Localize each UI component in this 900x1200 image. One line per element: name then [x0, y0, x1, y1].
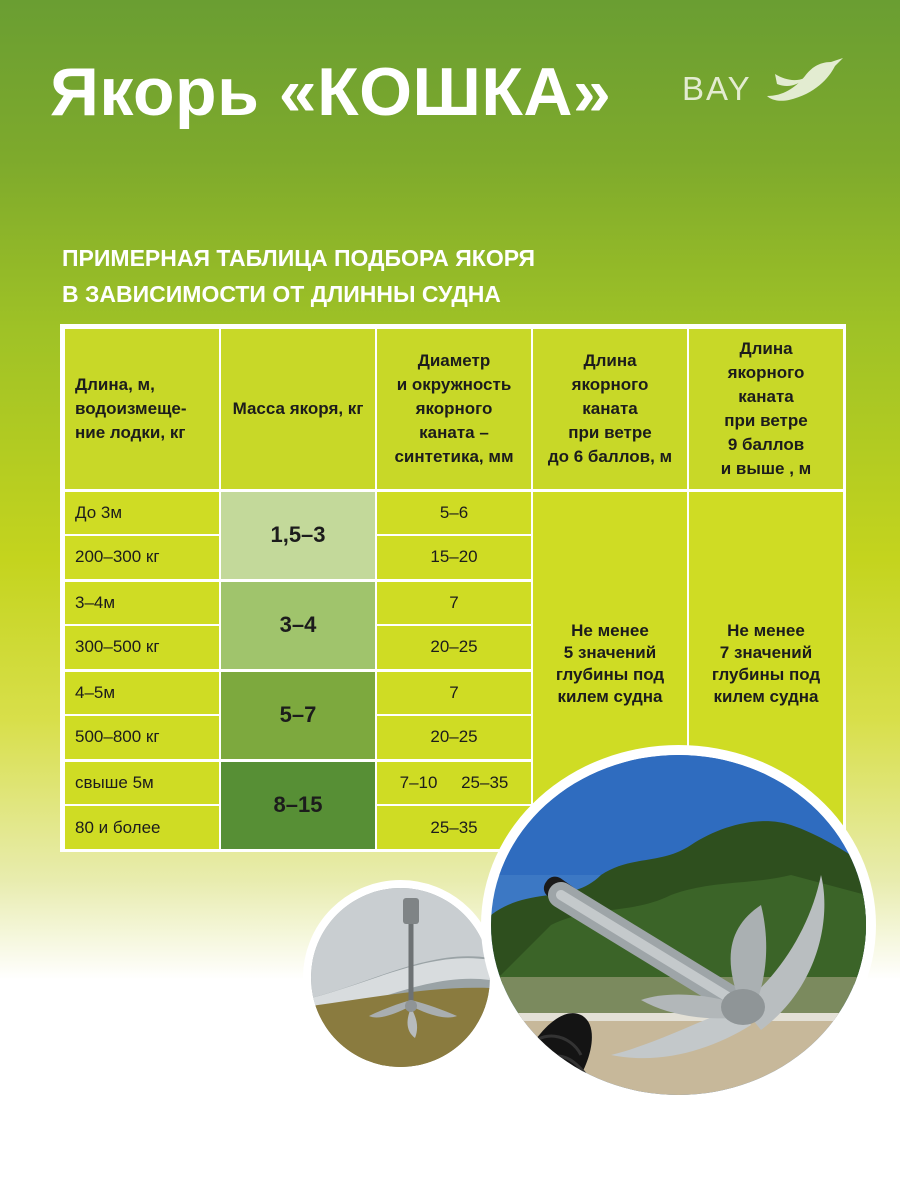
- rope-circumference: 25–35: [376, 805, 532, 850]
- anchor-over-water-photo: [303, 880, 498, 1075]
- boat-displacement: 200–300 кг: [64, 535, 220, 580]
- rope-diameter: 7: [376, 670, 532, 715]
- rope-diameter: 5–6: [376, 490, 532, 535]
- anchor-mass: 1,5–3: [220, 490, 376, 580]
- brand-logo: [680, 56, 845, 106]
- boat-length: До 3м: [64, 490, 220, 535]
- anchor-mass: 3–4: [220, 580, 376, 670]
- rope-circumference: 20–25: [376, 625, 532, 670]
- header-anchor-mass: Масса якоря, кг: [220, 328, 376, 490]
- table-row: [64, 490, 844, 535]
- header-rope-diameter: Диаметр и окружность якорного каната – синтетика, мм: [376, 328, 532, 490]
- rope-length-wind-9: Не менее 7 значений глубины под килем судна: [688, 490, 844, 850]
- boat-length: 3–4м: [64, 580, 220, 625]
- boat-displacement: 300–500 кг: [64, 625, 220, 670]
- rope-circumference: 15–20: [376, 535, 532, 580]
- rope-circumference: 20–25: [376, 715, 532, 760]
- table-subtitle: [62, 240, 535, 312]
- boat-displacement: 80 и более: [64, 805, 220, 850]
- header-rope-length-wind-6: Длина якорного каната при ветре до 6 баллов, м: [532, 328, 688, 490]
- rope-diameter: 7–10 25–35: [376, 760, 532, 805]
- rope-length-wind-6: Не менее 5 значений глубины под килем судна: [532, 490, 688, 850]
- rope-diameter: 7: [376, 580, 532, 625]
- anchor-in-boat-photo: [481, 745, 876, 1105]
- boat-length: 4–5м: [64, 670, 220, 715]
- anchor-over-water-illustration: [311, 888, 490, 1067]
- subtitle-line-1: ПРИМЕРНАЯ ТАБЛИЦА ПОДБОРА ЯКОРЯ: [62, 245, 536, 271]
- anchor-mass: 5–7: [220, 670, 376, 760]
- boat-length: свыше 5м: [64, 760, 220, 805]
- anchor-mass: 8–15: [220, 760, 376, 850]
- page-title: Якорь «КОШКА»: [50, 54, 612, 130]
- header-boat-length: Длина, м, водоизмеще- ние лодки, кг: [64, 328, 220, 490]
- table-header-row: [64, 328, 844, 490]
- bird-icon: [765, 56, 845, 106]
- subtitle-line-2: В ЗАВИСИМОСТИ ОТ ДЛИННЫ СУДНА: [62, 281, 501, 307]
- anchor-in-boat-illustration: [491, 755, 866, 1095]
- header-rope-length-wind-9: Длина якорного каната при ветре 9 баллов и выше , м: [688, 328, 844, 490]
- boat-displacement: 500–800 кг: [64, 715, 220, 760]
- brand-name: BAY: [682, 70, 752, 107]
